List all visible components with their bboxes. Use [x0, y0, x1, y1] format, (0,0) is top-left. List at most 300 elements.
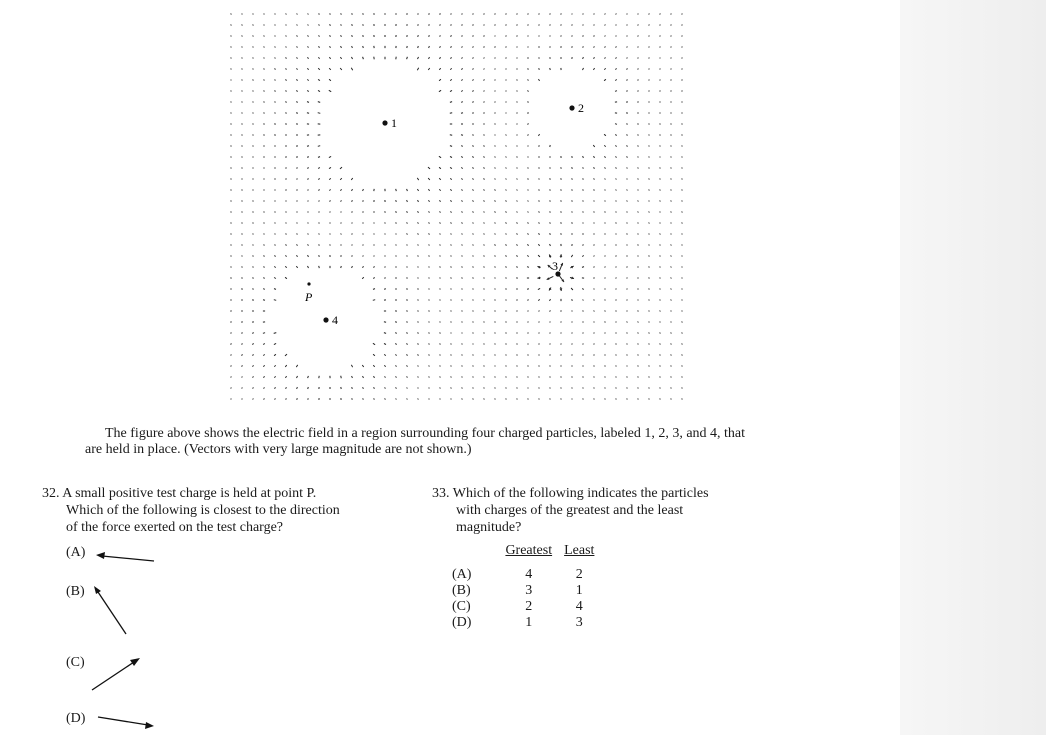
field-vector [253, 69, 254, 70]
field-vector [450, 146, 452, 147]
field-vector [528, 134, 529, 135]
q33-option-d[interactable]: (D) 1 3 [452, 615, 583, 630]
field-vector [671, 344, 672, 345]
field-vector [297, 398, 298, 400]
particle-2 [569, 101, 584, 115]
field-vector [462, 256, 463, 257]
field-vector [396, 245, 397, 246]
field-vector [660, 201, 661, 202]
field-vector [594, 25, 595, 26]
svg-text:1: 1 [391, 116, 397, 130]
field-vector [571, 288, 573, 290]
field-vector [451, 234, 452, 235]
field-vector [384, 333, 386, 334]
field-vector [649, 14, 650, 15]
field-vector [605, 167, 606, 168]
field-vector [682, 289, 683, 290]
field-vector [638, 355, 639, 356]
field-vector [605, 256, 606, 257]
field-vector [505, 245, 506, 246]
field-vector [550, 189, 551, 190]
field-vector [275, 25, 276, 26]
field-vector [231, 69, 232, 70]
field-vector [660, 333, 661, 334]
field-vector [472, 146, 474, 147]
field-vector [407, 377, 408, 378]
field-vector [439, 178, 441, 179]
q32-line-1: 32. A small positive test charge is held at point P. [42, 486, 317, 501]
field-vector [682, 322, 683, 323]
field-vector [527, 244, 528, 245]
field-vector [550, 333, 551, 334]
field-vector [252, 377, 253, 378]
field-vector [572, 189, 573, 190]
field-vector [528, 222, 529, 223]
field-vector [274, 289, 276, 290]
field-vector [615, 135, 617, 136]
field-vector [231, 14, 232, 15]
field-vector [461, 68, 462, 69]
field-vector [583, 35, 584, 36]
field-vector [660, 190, 661, 191]
field-vector [440, 35, 441, 36]
field-vector [483, 267, 484, 268]
field-vector [605, 179, 606, 180]
field-vector [538, 244, 539, 246]
field-vector [649, 201, 650, 202]
field-vector [550, 68, 551, 70]
particle-4 [323, 313, 338, 327]
field-vector [406, 333, 408, 334]
field-vector [649, 190, 650, 191]
q33-option-a[interactable]: (A) 4 2 [452, 567, 583, 582]
field-vector [627, 36, 628, 37]
field-vector [671, 14, 672, 15]
field-vector [429, 211, 430, 212]
field-vector [671, 300, 672, 301]
field-vector [660, 14, 661, 15]
field-vector [296, 365, 297, 367]
field-vector [429, 57, 430, 59]
field-vector [461, 91, 463, 92]
field-vector [660, 256, 661, 257]
field-vector [242, 14, 243, 15]
field-vector [505, 256, 506, 257]
field-vector [539, 222, 540, 223]
field-vector [395, 344, 397, 345]
field-vector [330, 24, 331, 25]
field-vector [384, 365, 385, 366]
field-vector [605, 46, 606, 47]
field-vector [572, 167, 573, 169]
field-vector [429, 399, 430, 400]
field-vector [538, 288, 540, 289]
field-vector [605, 25, 606, 26]
field-vector [296, 58, 297, 59]
field-vector [451, 24, 452, 25]
field-vector [406, 344, 407, 345]
field-vector [550, 299, 551, 301]
field-vector [472, 168, 473, 169]
field-vector [407, 388, 408, 389]
field-vector [495, 212, 496, 213]
field-vector [671, 267, 672, 268]
field-vector [649, 25, 650, 26]
field-vector [264, 398, 265, 399]
field-vector [439, 333, 440, 334]
field-vector [649, 300, 650, 301]
field-vector [495, 80, 496, 81]
q32-option-a-label: (A) [66, 545, 86, 560]
field-vector [550, 200, 551, 201]
field-vector [517, 234, 518, 235]
field-vector [318, 168, 320, 169]
field-vector [329, 68, 331, 70]
field-vector [638, 36, 639, 37]
field-vector [242, 58, 243, 59]
field-vector [517, 399, 518, 400]
field-vector [637, 69, 638, 70]
field-vector [539, 233, 540, 234]
field-vector [264, 58, 265, 59]
field-vector [396, 387, 397, 388]
field-vector [451, 46, 452, 47]
field-vector [627, 322, 628, 323]
field-vector [583, 14, 584, 15]
field-vector [649, 157, 650, 158]
particle-1 [382, 116, 397, 130]
field-vector [461, 267, 462, 268]
field-vector [550, 211, 551, 212]
field-vector [649, 355, 650, 356]
field-vector [516, 256, 517, 257]
field-vector [418, 200, 419, 202]
field-vector [330, 35, 331, 36]
field-vector [528, 190, 529, 191]
field-vector [649, 58, 650, 59]
field-vector [495, 234, 496, 235]
field-vector [429, 46, 430, 48]
field-vector [506, 124, 507, 125]
field-vector [616, 212, 617, 213]
field-vector [472, 91, 473, 92]
field-vector [583, 46, 584, 47]
field-vector [682, 201, 683, 202]
field-vector [440, 24, 441, 25]
field-vector [264, 14, 265, 15]
field-vector [616, 179, 617, 180]
q33-option-c[interactable]: (C) 2 4 [452, 599, 583, 614]
field-vector [483, 102, 484, 103]
field-vector [517, 190, 518, 191]
field-vector [319, 255, 320, 257]
field-vector [340, 189, 341, 190]
field-vector [428, 344, 429, 345]
field-vector [462, 344, 463, 345]
field-vector [484, 377, 485, 378]
field-vector [318, 157, 320, 158]
field-vector [308, 35, 309, 36]
field-vector [583, 57, 584, 59]
field-vector [605, 57, 606, 58]
field-vector [373, 300, 375, 301]
field-vector [472, 157, 474, 158]
q32-option-a[interactable] [66, 545, 85, 561]
field-vector [450, 157, 452, 158]
field-vector [396, 234, 397, 235]
field-vector [671, 355, 672, 356]
field-vector [605, 333, 606, 334]
field-vector [396, 222, 397, 223]
field-vector [561, 399, 562, 400]
field-vector [671, 388, 672, 389]
field-vector [682, 366, 683, 367]
field-vector [561, 189, 562, 190]
field-vector [462, 399, 463, 400]
field-vector [682, 212, 683, 213]
field-vector [450, 167, 452, 168]
field-vector [253, 399, 254, 400]
q32-option-b[interactable] [66, 584, 85, 600]
field-vector [274, 245, 275, 246]
field-vector [440, 388, 441, 389]
field-vector [473, 57, 474, 58]
field-vector [473, 35, 474, 36]
field-vector [450, 178, 451, 179]
field-vector [451, 355, 452, 356]
field-vector [495, 69, 496, 70]
field-vector [671, 212, 672, 213]
field-vector [682, 399, 683, 400]
field-vector [472, 267, 473, 268]
field-vector [604, 156, 605, 157]
field-vector [461, 102, 463, 103]
q32-option-c[interactable] [66, 655, 85, 671]
field-vector [473, 46, 474, 47]
field-vector [583, 244, 584, 245]
field-vector [340, 167, 342, 169]
caption-line-1: The figure above shows the electric field in a region surrounding four charged particles, labeled 1, 2, 3, and 4, that [105, 426, 746, 441]
field-vector [627, 223, 628, 224]
field-vector [484, 69, 485, 70]
field-vector [285, 245, 286, 246]
field-vector [461, 201, 462, 202]
field-vector [626, 146, 627, 147]
field-vector [307, 80, 309, 81]
field-vector [627, 399, 628, 400]
field-vector [285, 376, 286, 378]
field-vector [407, 189, 408, 191]
field-vector [285, 277, 287, 278]
field-vector [538, 299, 539, 300]
field-vector [583, 68, 584, 70]
q33-table-header [452, 543, 600, 567]
svg-text:P: P [305, 290, 313, 304]
field-vector [439, 189, 440, 190]
figure-caption [85, 426, 845, 458]
field-vector [319, 24, 320, 25]
field-vector [396, 211, 397, 213]
field-vector [604, 79, 606, 80]
field-vector [428, 333, 429, 334]
field-vector [285, 102, 287, 103]
field-vector [649, 366, 650, 367]
q32-option-d[interactable] [66, 711, 85, 727]
svg-text:3: 3 [552, 259, 558, 273]
field-vector [660, 223, 661, 224]
field-vector [450, 278, 451, 279]
field-vector [417, 178, 418, 180]
field-vector [318, 179, 320, 180]
field-vector [253, 36, 254, 37]
field-vector [594, 14, 595, 15]
field-vector [517, 223, 518, 224]
field-vector [428, 189, 429, 191]
field-vector [396, 376, 397, 377]
field-vector [605, 190, 606, 191]
field-vector [440, 256, 441, 257]
q33-option-b[interactable]: (B) 3 1 [452, 583, 583, 598]
field-vector [285, 69, 286, 70]
field-vector [329, 57, 330, 59]
field-vector [307, 91, 309, 92]
field-vector [593, 145, 594, 147]
field-vector [660, 25, 661, 26]
field-vector [263, 333, 265, 334]
field-vector [307, 179, 309, 180]
q33-line-1: 33. Which of the following indicates the particles [432, 486, 709, 501]
field-vector [484, 91, 485, 92]
field-vector [418, 366, 419, 367]
field-vector [506, 388, 507, 389]
field-vector [682, 14, 683, 15]
field-vector [319, 13, 320, 14]
field-vector [649, 377, 650, 378]
field-vector [615, 124, 617, 125]
field-vector [297, 47, 298, 48]
field-vector [649, 168, 650, 169]
field-vector [649, 322, 650, 323]
field-vector [341, 46, 342, 48]
field-vector [495, 168, 496, 169]
field-vector [451, 223, 452, 224]
field-vector [363, 376, 364, 378]
field-vector [352, 376, 353, 378]
field-vector [418, 234, 419, 235]
field-vector [660, 36, 661, 37]
field-vector [539, 211, 540, 212]
field-vector [638, 58, 639, 59]
field-vector [440, 377, 441, 378]
field-vector [638, 234, 639, 235]
field-vector [318, 201, 319, 202]
field-vector [462, 234, 463, 235]
field-vector [671, 190, 672, 191]
field-vector [373, 365, 374, 367]
field-vector [384, 344, 386, 345]
field-vector [473, 377, 474, 378]
field-vector [285, 58, 286, 59]
field-vector [682, 344, 683, 345]
field-vector [583, 344, 584, 345]
field-vector [263, 267, 264, 268]
arrow-left-icon [94, 548, 158, 568]
field-vector [539, 189, 540, 190]
field-vector [495, 388, 496, 389]
field-vector [572, 178, 573, 179]
field-vector [462, 24, 463, 25]
svg-text:4: 4 [332, 313, 338, 327]
field-vector [395, 333, 397, 334]
field-vector [627, 14, 628, 15]
field-vector [682, 245, 683, 246]
field-vector [439, 267, 440, 268]
field-vector [429, 388, 430, 389]
field-vector [318, 113, 321, 114]
field-vector [340, 57, 341, 59]
field-vector [638, 201, 639, 202]
field-vector [582, 267, 584, 268]
field-vector [682, 388, 683, 389]
field-vector [626, 135, 627, 136]
field-vector [318, 79, 320, 80]
field-vector [308, 266, 309, 268]
field-vector [516, 267, 518, 268]
field-vector [252, 80, 253, 81]
field-vector [594, 311, 595, 312]
field-vector [461, 179, 462, 180]
field-vector [484, 46, 485, 47]
field-vector [682, 179, 683, 180]
field-vector [274, 333, 277, 334]
field-vector [506, 201, 507, 202]
field-vector [396, 399, 397, 400]
field-vector [572, 200, 573, 201]
field-vector [682, 36, 683, 37]
field-vector [484, 25, 485, 26]
field-vector [385, 387, 386, 388]
field-vector [638, 223, 639, 224]
field-vector [462, 366, 463, 367]
field-vector [638, 366, 639, 367]
field-vector [527, 124, 528, 125]
field-vector [638, 179, 639, 180]
field-vector [473, 256, 474, 257]
field-vector [461, 157, 463, 158]
field-vector [638, 399, 639, 400]
field-vector [451, 256, 452, 257]
field-vector [594, 256, 595, 257]
field-vector [373, 278, 375, 279]
field-vector [539, 200, 540, 201]
field-vector [583, 178, 584, 179]
field-vector [263, 289, 265, 290]
field-vector [351, 365, 352, 367]
field-vector [594, 189, 595, 190]
field-vector [660, 300, 661, 301]
field-vector [451, 35, 452, 36]
field-vector [286, 47, 287, 48]
field-vector [472, 278, 473, 279]
field-vector [506, 399, 507, 400]
field-vector [274, 354, 276, 355]
field-vector [296, 245, 297, 246]
field-vector [671, 289, 672, 290]
field-vector [462, 245, 463, 246]
field-vector [263, 256, 264, 257]
field-vector [296, 255, 297, 256]
field-vector [318, 102, 320, 103]
